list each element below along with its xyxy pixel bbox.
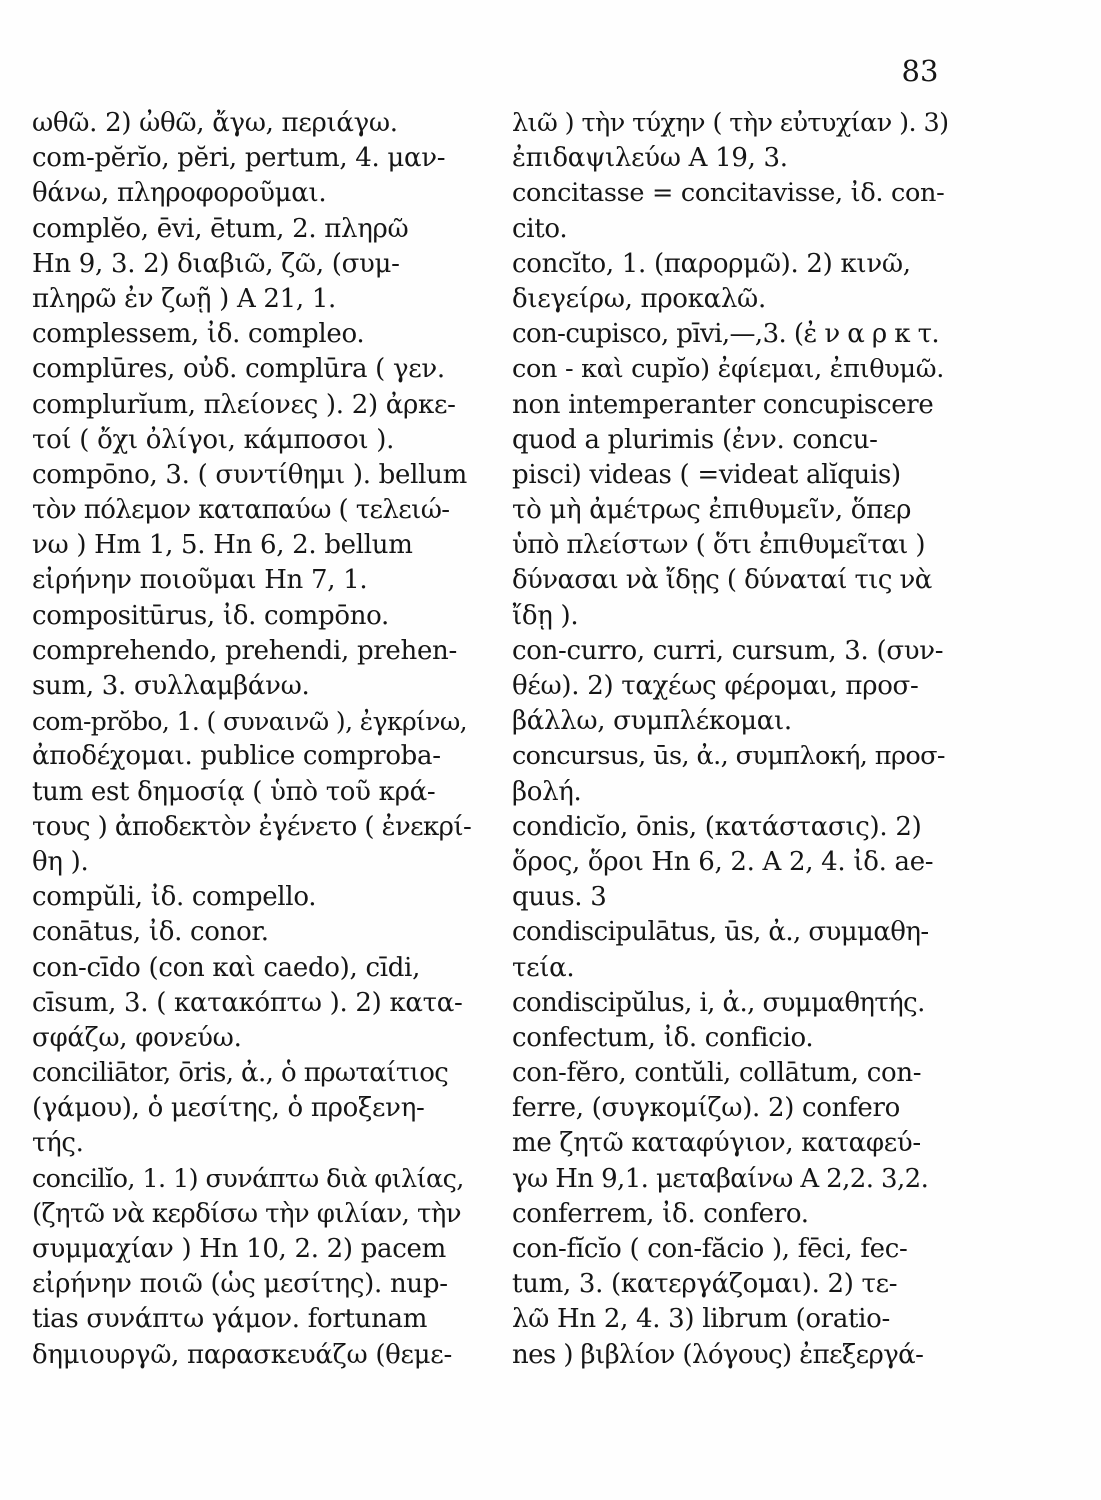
left-line: θη ). — [32, 846, 89, 877]
left-line: conātus, ἰδ. conor. — [32, 917, 269, 948]
right-line: βολή. — [512, 776, 582, 807]
left-line: com-prŏbo, 1. ( συναινῶ ), ἐγκρίνω, — [32, 707, 467, 737]
right-line: ἴδῃ ). — [512, 600, 579, 631]
right-line: condiscipulātus, ūs, ἀ., συμμαθη- — [512, 917, 929, 948]
right-line: con-fĭcĭo ( con-făcio ), fēci, fec- — [512, 1234, 908, 1264]
right-line: condiscipŭlus, i, ἀ., συμμαθητής. — [512, 987, 925, 1018]
right-line: con-fĕro, contŭli, collātum, con- — [512, 1058, 922, 1089]
left-line: com-pĕrĭo, pĕri, pertum, 4. μαν- — [32, 143, 446, 174]
right-line: ἐπιδαψιλεύω A 19, 3. — [512, 143, 788, 174]
left-line: εἰρήνην ποιοῦμαι Hn 7, 1. — [32, 565, 368, 596]
left-line: complessem, ἰδ. compleo. — [32, 319, 365, 350]
right-line: condicĭo, ōnis, (κατάστασις). 2) — [512, 811, 922, 842]
left-line: compōno, 3. ( συντίθημι ). bellum — [32, 459, 467, 490]
right-line: quus. 3 — [512, 882, 607, 913]
right-line: γω Hn 9,1. μεταβαίνω A 2,2. 3,2. — [512, 1163, 929, 1194]
left-line: sum, 3. συλλαμβάνω. — [32, 671, 310, 701]
right-line: ὑπὸ πλείστων ( ὅτι ἐπιθυμεῖται ) — [512, 530, 925, 561]
left-line: τοί ( ὄχι ὀλίγοι, κάμποσοι ). — [32, 424, 395, 455]
right-line: ὅρος, ὅροι Hn 6, 2. A 2, 4. ἰδ. ae- — [512, 846, 934, 877]
left-line: cīsum, 3. ( κατακόπτω ). 2) κατα- — [32, 987, 463, 1018]
left-line: ἀποδέχομαι. publice comproba- — [32, 741, 441, 772]
right-line: tum, 3. (κατεργάζομαι). 2) τε- — [512, 1269, 898, 1300]
left-line: tum est δημοσίᾳ ( ὑπὸ τοῦ κρά- — [32, 776, 436, 807]
right-line: conferrem, ἰδ. confero. — [512, 1198, 809, 1229]
left-line: conciliātor, ōris, ἀ., ὁ πρωταίτιος — [32, 1058, 449, 1089]
left-line: compŭli, ἰδ. compello. — [32, 882, 317, 913]
left-line: Hn 9, 3. 2) διαβιῶ, ζῶ, (συμ- — [32, 248, 400, 279]
right-line: me ζητῶ καταφύγιον, καταφεύ- — [512, 1128, 921, 1159]
left-line: con-cīdo (con καὶ caedo), cīdi, — [32, 952, 421, 983]
left-column — [32, 106, 472, 1373]
right-line: nes ) βιβλίον (λόγους) ἐπεξεργά- — [512, 1339, 924, 1370]
left-line: compositūrus, ἰδ. compōno. — [32, 600, 390, 631]
left-line: εἰρήνην ποιῶ (ὡς μεσίτης). nup- — [32, 1269, 448, 1300]
left-line: complĕo, ēvi, ētum, 2. πληρῶ — [32, 213, 409, 244]
right-line: concĭto, 1. (παρορμῶ). 2) κινῶ, — [512, 248, 911, 279]
right-line: con - καὶ cupĭo) ἐφίεμαι, ἐπιθυμῶ. — [512, 354, 945, 385]
right-line: cito. — [512, 213, 568, 244]
right-line: λῶ Hn 2, 4. 3) librum (oratio- — [512, 1304, 891, 1335]
right-line: pisci) videas ( =videat alĭquis) — [512, 459, 901, 490]
right-line: λιῶ ) τὴν τύχην ( τὴν εὐτυχίαν ). 3) — [512, 108, 949, 138]
left-line: τους ) ἀποδεκτὸν ἐγένετο ( ἐνεκρί- — [32, 811, 472, 842]
left-line: νω ) Hm 1, 5. Hn 6, 2. bellum — [32, 530, 413, 561]
right-line: τεία. — [512, 952, 575, 983]
right-line: quod a plurimis (ἐνν. concu- — [512, 424, 878, 455]
right-line: θέω). 2) ταχέως φέρομαι, προσ- — [512, 671, 919, 701]
left-line: (γάμου), ὁ μεσίτης, ὁ προξενη- — [32, 1093, 425, 1124]
right-line: ferre, (συγκομίζω). 2) confero — [512, 1093, 900, 1124]
page-number: 83 — [901, 54, 939, 88]
right-line: confectum, ἰδ. conficio. — [512, 1022, 814, 1053]
right-line: δύνασαι νὰ ἴδῃς ( δύναταί τις νὰ — [512, 565, 932, 596]
right-line: non intemperanter concupiscere — [512, 389, 934, 420]
left-line: concilĭo, 1. 1) συνάπτω διὰ φιλίας, — [32, 1163, 464, 1194]
left-line: (ζητῶ νὰ κερδίσω τὴν φιλίαν, τὴν — [32, 1198, 461, 1229]
right-line: βάλλω, συμπλέκομαι. — [512, 706, 792, 737]
left-line: complurĭum, πλείονες ). 2) ἀρκε- — [32, 389, 456, 420]
left-line: comprehendo, prehendi, prehen- — [32, 635, 457, 666]
left-line: συμμαχίαν ) Hn 10, 2. 2) pacem — [32, 1234, 446, 1264]
right-line: concursus, ūs, ἀ., συμπλοκή, προσ- — [512, 741, 945, 772]
left-line: δημιουργῶ, παρασκευάζω (θεμε- — [32, 1339, 452, 1370]
left-line: ωθῶ. 2) ὠθῶ, ἄγω, περιάγω. — [32, 108, 398, 138]
left-line: τὸν πόλεμον καταπαύω ( τελειώ- — [32, 495, 450, 526]
right-line: τὸ μὴ ἀμέτρως ἐπιθυμεῖν, ὅπερ — [512, 495, 912, 526]
left-line: tias συνάπτω γάμον. fortunam — [32, 1304, 428, 1335]
right-line: διεγείρω, προκαλῶ. — [512, 283, 766, 314]
left-line: θάνω, πληροφοροῦμαι. — [32, 178, 327, 209]
left-line: σφάζω, φονεύω. — [32, 1022, 242, 1053]
left-line: πληρῶ ἐν ζωῇ ) A 21, 1. — [32, 283, 337, 314]
left-line: complūres, οὐδ. complūra ( γεν. — [32, 354, 445, 385]
right-line: concitasse = concitavisse, ἰδ. con- — [512, 178, 945, 209]
right-line: con-curro, curri, cursum, 3. (συν- — [512, 635, 944, 666]
right-line: con-cupisco, pīvi,—,3. (ἐ ν α ρ κ τ. — [512, 319, 940, 350]
left-line: τής. — [32, 1128, 84, 1159]
right-column — [512, 106, 950, 1373]
